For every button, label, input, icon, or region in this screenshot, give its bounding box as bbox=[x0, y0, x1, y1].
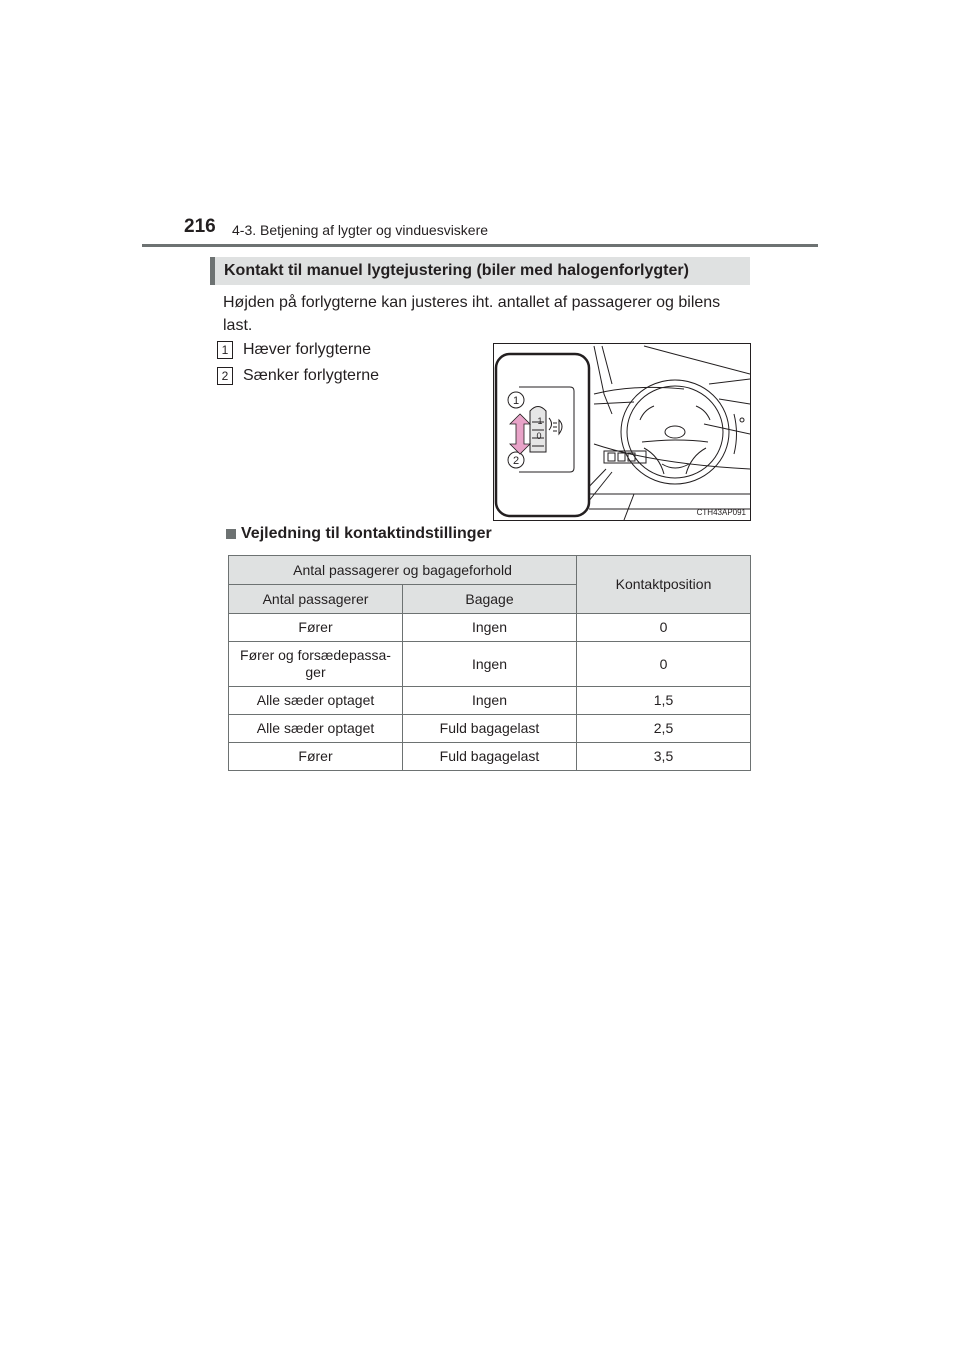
topic-heading-bar bbox=[210, 257, 750, 285]
callout-2: 2 bbox=[512, 455, 520, 467]
position-header: Kontaktposition bbox=[577, 556, 751, 614]
subheading bbox=[226, 525, 492, 543]
subheading-text: Vejledning til kontaktindstillinger bbox=[241, 525, 492, 542]
illustration-code: CTH43AP091 bbox=[696, 508, 746, 517]
callout-1: 1 bbox=[512, 395, 520, 407]
step-label: Hæver forlygterne bbox=[243, 341, 372, 358]
table-cell: Fuld bagagelast bbox=[403, 715, 577, 743]
topic-title: Kontakt til manuel lygtejustering (biler med halogenforlygter) bbox=[224, 262, 689, 279]
dial-mark-0: 0 bbox=[536, 431, 542, 441]
passengers-header: Antal passagerer bbox=[229, 585, 403, 614]
dial-mark-1: 1 bbox=[537, 416, 543, 426]
header-rule bbox=[142, 244, 818, 247]
step-raise bbox=[217, 341, 371, 359]
group-header: Antal passagerer og bagageforhold bbox=[229, 556, 577, 585]
table-cell: Ingen bbox=[403, 642, 577, 687]
table-cell: Fører og forsædepassa-ger bbox=[229, 642, 403, 687]
table-row bbox=[229, 743, 751, 771]
intro-paragraph: Højden på forlygterne kan justeres iht. antallet af passagerer og bilens last. bbox=[223, 294, 721, 334]
step-lower bbox=[217, 367, 379, 385]
section-title: 4-3. Betjening af lygter og vinduesviskere bbox=[232, 222, 489, 238]
page-number: 216 bbox=[184, 216, 216, 237]
table-row bbox=[229, 642, 751, 687]
table-row bbox=[229, 687, 751, 715]
table-cell: Fører bbox=[229, 614, 403, 642]
table-cell: 0 bbox=[577, 642, 751, 687]
table-cell: Alle sæder optaget bbox=[229, 715, 403, 743]
table-row bbox=[229, 614, 751, 642]
headlight-leveling-illustration bbox=[493, 343, 751, 521]
topic-accent bbox=[210, 257, 215, 285]
dashboard-drawing bbox=[494, 344, 750, 520]
step-number: 1 bbox=[217, 341, 233, 359]
step-label: Sænker forlygterne bbox=[243, 367, 380, 384]
table-cell: 0 bbox=[577, 614, 751, 642]
table-cell: 1,5 bbox=[577, 687, 751, 715]
table-cell: Alle sæder optaget bbox=[229, 687, 403, 715]
table-cell: 3,5 bbox=[577, 743, 751, 771]
table-cell: Fuld bagagelast bbox=[403, 743, 577, 771]
table-cell: 2,5 bbox=[577, 715, 751, 743]
settings-table bbox=[228, 555, 751, 771]
luggage-header: Bagage bbox=[403, 585, 577, 614]
table-cell: Ingen bbox=[403, 687, 577, 715]
table-row bbox=[229, 715, 751, 743]
table-cell: Fører bbox=[229, 743, 403, 771]
bullet-square-icon bbox=[226, 529, 236, 539]
table-cell: Ingen bbox=[403, 614, 577, 642]
step-number: 2 bbox=[217, 367, 233, 385]
